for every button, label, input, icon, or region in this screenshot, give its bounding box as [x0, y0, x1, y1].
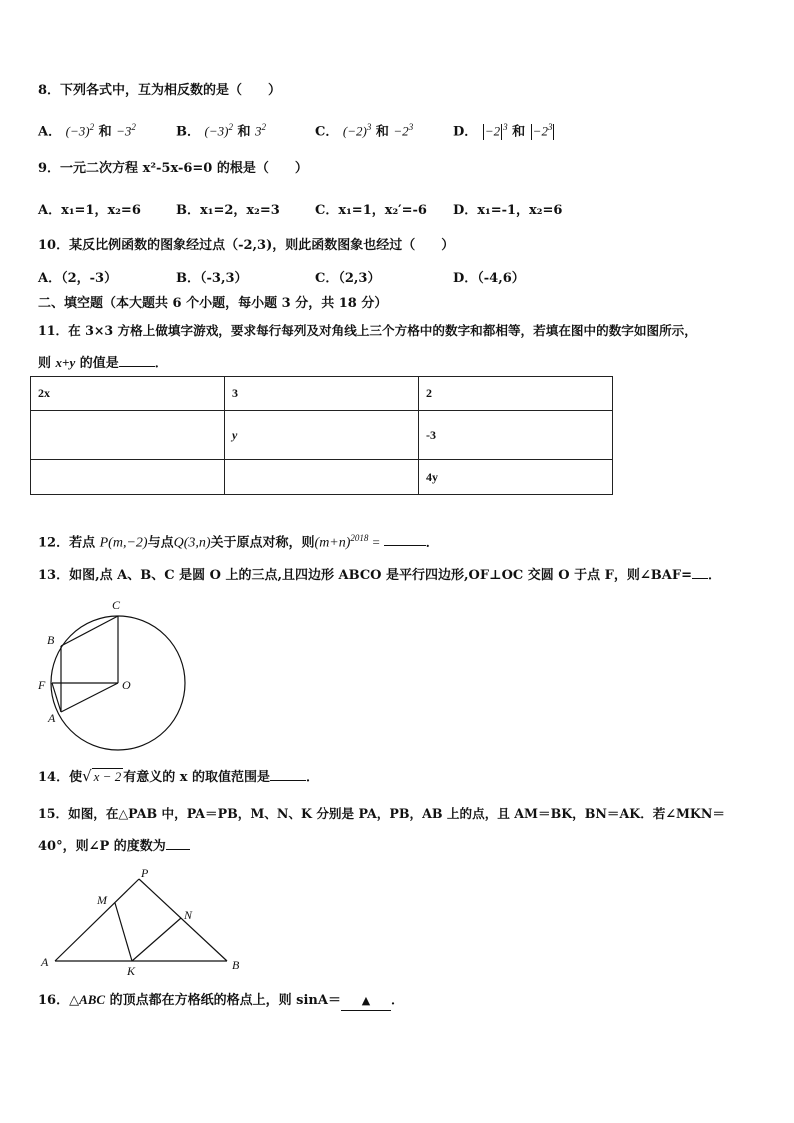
grid-cell: -3: [419, 411, 613, 460]
label-a: A: [41, 955, 49, 969]
label-b: B: [232, 958, 240, 972]
grid-cell: [31, 460, 225, 495]
label-a: A: [48, 711, 56, 725]
label-c: C: [112, 598, 121, 612]
grid-cell: 2x: [31, 377, 225, 411]
label-b: B: [47, 633, 55, 647]
segment-bc: [61, 616, 118, 646]
grid-cell: [31, 411, 225, 460]
q11-stem-line1: 11．在 3×3 方格上做填字游戏，要求每行每列及对角线上三个方格中的数字和都相等，若填在图中的数字如图所示，: [38, 323, 697, 338]
q13-circle-figure: [30, 594, 200, 754]
grid-cell: 3: [225, 377, 419, 411]
answer-marker: ▲: [341, 992, 391, 1011]
q10-option-b: B．（-3,3）: [176, 271, 248, 286]
label-m: M: [97, 893, 107, 907]
q14-stem: 14．使√ x − 2 有意义的 x 的取值范围是 ．: [38, 767, 320, 785]
q10-stem: 10．某反比例函数的图象经过点（-2,3)，则此函数图象也经过（ ）: [38, 238, 455, 253]
label-n: N: [184, 908, 193, 922]
q9-option-d: D．x₁=-1，x₂=6: [453, 203, 563, 218]
segment-kn: [132, 918, 181, 961]
q13-stem: 13．如图,点 A、B、C 是圆 O 上的三点,且四边形 ABCO 是平行四边形,OF⊥OC 交圆 O 于点 F，则∠BAF= ．: [38, 568, 722, 583]
q16-stem: 16．△ABC 的顶点都在方格纸的格点上，则 sinA＝ ▲ ．: [38, 991, 404, 1011]
q10-option-a: A．（2，-3）: [38, 271, 118, 286]
segment-mk: [115, 903, 132, 961]
q12-stem: 12．若点 P(m,−2)与点Q(3,n)关于原点对称，则$(m+n)^{2018}$ = ．: [38, 533, 439, 551]
q9-option-b: B．x₁=2，x₂=3: [176, 203, 280, 218]
q11-grid: [30, 376, 613, 495]
grid-cell: y: [225, 411, 419, 460]
segment-pb: [139, 879, 227, 961]
q9-stem: 9．一元二次方程 x²-5x-6=0 的根是（ ）: [38, 161, 308, 176]
q15-stem-line2: 40°，则∠P 的度数为: [38, 837, 190, 856]
grid-cell: 4y: [419, 460, 613, 495]
label-k: K: [127, 964, 136, 978]
segment-ap: [55, 879, 139, 961]
q10-option-d: D．（-4,6）: [453, 271, 525, 286]
q10-option-c: C．（2,3）: [315, 271, 381, 286]
segment-oa: [61, 683, 118, 712]
segment-fa: [52, 683, 61, 712]
q15-triangle-figure: [35, 862, 255, 978]
q9-option-c: C．x₁=1，x₂′=-6: [315, 203, 427, 218]
grid-cell: [225, 460, 419, 495]
q8-stem: 8．下列各式中，互为相反数的是（ ）: [38, 83, 282, 98]
q8-option-c: C． $(-2)^3$ 和 $-2^3$: [315, 122, 414, 140]
q9-option-a: A．x₁=1，x₂=6: [38, 203, 141, 218]
label-f: F: [38, 678, 46, 692]
q11-stem-line2: 则 x+y 的值是 ．: [38, 355, 168, 371]
q8-option-a: A． $(-3)^2$ 和 $-3^2$: [38, 122, 136, 140]
section-heading: 二、填空题（本大题共 6 个小题，每小题 3 分，共 18 分）: [38, 296, 388, 311]
grid-cell: 2: [419, 377, 613, 411]
q15-stem-line1: 15．如图，在△PAB 中，PA＝PB，M、N、K 分别是 PA，PB，AB 上的点，且 AM＝BK，BN＝AK．若∠MKN＝: [38, 806, 725, 821]
q8-option-d: D． −2 $^3$ 和 $-2^3$: [453, 122, 553, 140]
label-p: P: [141, 866, 149, 880]
label-o: O: [122, 678, 131, 692]
q8-option-b: B． $(-3)^2$ 和 $3^2$: [176, 122, 267, 140]
